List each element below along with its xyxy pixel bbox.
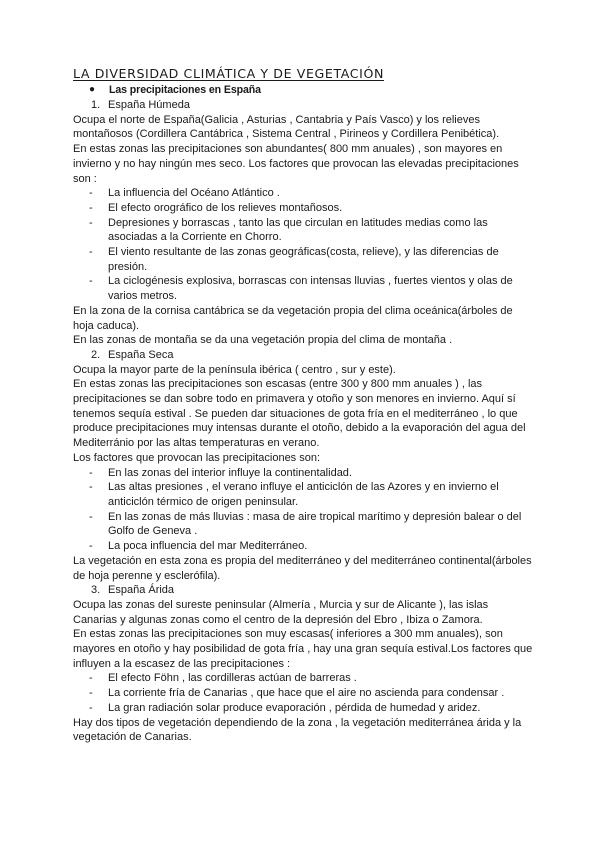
dash-icon: - xyxy=(89,187,93,200)
document-body xyxy=(73,66,533,745)
dash-icon: - xyxy=(89,201,93,214)
paragraph: Ocupa la mayor parte de la península ibérica ( centro , sur y este). xyxy=(73,363,396,376)
paragraph: En estas zonas las precipitaciones son abundantes( 800 mm anuales) , son mayores en invierno y no hay ningún mes seco. Los factores que provocan las elevadas precipitaciones son : xyxy=(73,143,519,185)
section-heading xyxy=(73,348,533,363)
dash-icon: - xyxy=(89,701,93,714)
dash-icon: - xyxy=(89,275,93,288)
section-heading xyxy=(73,98,533,113)
dash-icon: - xyxy=(89,246,93,259)
list-item: - La poca influencia del mar Mediterráneo. xyxy=(89,540,308,553)
document-title: LA DIVERSIDAD CLIMÁTICA Y DE VEGETACIÓN xyxy=(73,66,384,81)
dash-icon: - xyxy=(89,672,93,685)
dash-icon: - xyxy=(89,216,93,229)
list-item: - En las zonas del interior influye la continentalidad. xyxy=(89,466,352,479)
dash-list xyxy=(73,186,533,304)
list-item: - La corriente fría de Canarias , que hace que el aire no ascienda para condensar . xyxy=(89,687,505,700)
list-item: - El efecto Föhn , las cordilleras actúan de barreras . xyxy=(89,672,357,685)
bullet-heading xyxy=(73,83,533,97)
bullet-heading-text: Las precipitaciones en España xyxy=(109,84,261,96)
paragraph: Ocupa el norte de España(Galicia , Asturias , Cantabria y País Vasco) y los relieves montañosos (Cordillera Cantábrica , Sistema Central , Pirineos y Cordillera Penibética). xyxy=(73,113,500,141)
list-item: - La influencia del Océano Atlántico . xyxy=(89,187,280,200)
section-title: España Seca xyxy=(108,348,174,361)
paragraph: En las zonas de montaña se da una vegetación propia del clima de montaña . xyxy=(73,334,453,347)
dash-icon: - xyxy=(89,466,93,479)
dash-icon: - xyxy=(89,540,93,553)
section-title: España Árida xyxy=(108,584,175,597)
dash-icon: - xyxy=(89,510,93,523)
section-number: 1. xyxy=(91,99,101,111)
dash-list xyxy=(73,671,533,715)
paragraph: La vegetación en esta zona es propia del mediterráneo y del mediterráneo continental(árboles de hoja perenne y esclerófila). xyxy=(73,554,532,582)
paragraph: En estas zonas las precipitaciones son escasas (entre 300 y 800 mm anuales ) , las precipitaciones se dan sobre todo en primavera y otoño y son menores en invierno. Aquí sí tenemos sequía estival . Se pueden dar situaciones de gota fría en el mediterráneo , lo que produce precipitaciones muy intensas durante el otoño, debido a la evaporación del agua del Mediterránio por las altas temperaturas en verano. xyxy=(73,378,526,450)
paragraph: Los factores que provocan las precipitaciones son: xyxy=(73,451,321,464)
section-number: 3. xyxy=(91,584,101,597)
section-title: España Húmeda xyxy=(108,99,190,111)
dash-icon: - xyxy=(89,687,93,700)
list-item: - La gran radiación solar produce evaporación , pérdida de humedad y aridez. xyxy=(89,701,481,714)
list-item: - En las zonas de más lluvias : masa de aire tropical marítimo y depresión balear o del Golfo de Geneva . xyxy=(89,510,522,538)
list-item: - La ciclogénesis explosiva, borrascas con intensas lluvias , fuertes vientos y olas de varios metros. xyxy=(89,275,513,303)
list-item: - Depresiones y borrascas , tanto las que circulan en latitudes medias como las asociadas a la Corriente en Chorro. xyxy=(89,216,488,244)
dash-icon: - xyxy=(89,481,93,494)
section-number: 2. xyxy=(91,348,101,361)
dash-list xyxy=(73,466,533,554)
paragraph: En estas zonas las precipitaciones son muy escasas( inferiores a 300 mm anuales), son mayores en otoño y hay posibilidad de gota fría , hay una gran sequía estival.Los factores que influyen a la escasez de las precipitaciones : xyxy=(73,628,533,670)
paragraph: Hay dos tipos de vegetación dependiendo de la zona , la vegetación mediterránea árida y la vegetación de Canarias. xyxy=(73,716,522,744)
list-item: - Las altas presiones , el verano influye el anticiclón de las Azores y en invierno el anticiclón térmico de origen peninsular. xyxy=(89,481,499,508)
list-item: - El viento resultante de las zonas geográficas(costa, relieve), y las diferencias de presión. xyxy=(89,246,499,273)
bullet-icon: ● xyxy=(89,84,95,95)
paragraph: En la zona de la cornisa cantábrica se da vegetación propia del clima oceánica(árboles de hoja caduca). xyxy=(73,304,513,332)
section-heading xyxy=(73,583,533,598)
paragraph: Ocupa las zonas del sureste peninsular (Almería , Murcia y sur de Alicante ), las islas Canarias y algunas zonas como el centro de la depresión del Ebro , Ibiza o Zamora. xyxy=(73,598,489,626)
list-item: - El efecto orográfico de los relieves montañosos. xyxy=(89,201,343,214)
